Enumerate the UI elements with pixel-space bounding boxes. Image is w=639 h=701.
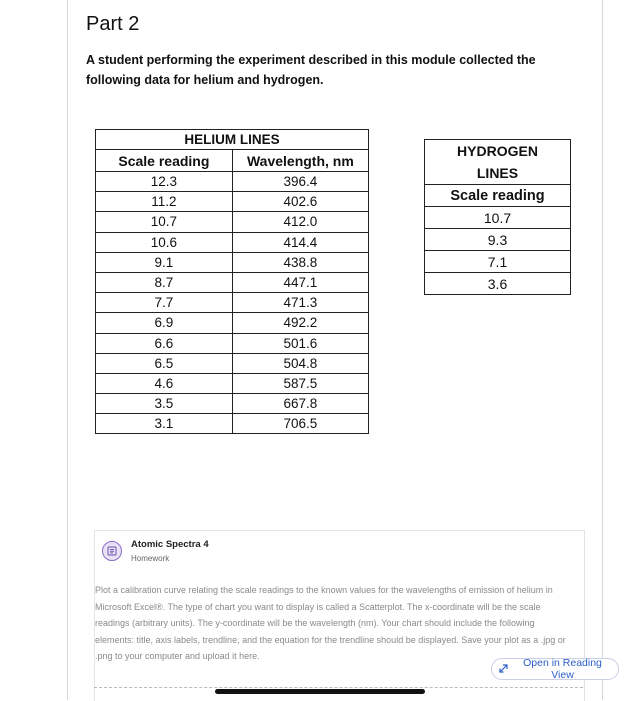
helium-row: [96, 293, 369, 313]
hydrogen-scale-cell: 7.1: [425, 251, 571, 273]
helium-table-caption: HELIUM LINES: [96, 130, 369, 150]
helium-scale-cell: 10.7: [96, 212, 233, 232]
helium-row: [96, 414, 369, 434]
helium-wavelength-cell: 471.3: [232, 293, 368, 313]
assignment-type: Homework: [131, 554, 170, 563]
page-edge-left: [67, 0, 68, 700]
helium-scale-cell: 6.9: [96, 313, 233, 333]
hydrogen-scale-cell: 3.6: [425, 273, 571, 295]
helium-scale-cell: 9.1: [96, 252, 233, 272]
hydrogen-row: [425, 251, 571, 273]
helium-scale-cell: 4.6: [96, 373, 233, 393]
hydrogen-table-body: [425, 207, 571, 295]
helium-row: [96, 252, 369, 272]
helium-wavelength-cell: 396.4: [232, 172, 368, 192]
helium-wavelength-cell: 492.2: [232, 313, 368, 333]
hydrogen-row: [425, 273, 571, 295]
hydrogen-caption-line2: LINES: [476, 165, 519, 181]
hydrogen-row: [425, 229, 571, 251]
helium-row: [96, 272, 369, 292]
helium-scale-cell: 6.5: [96, 353, 233, 373]
helium-row: [96, 373, 369, 393]
helium-scale-cell: 8.7: [96, 272, 233, 292]
helium-row: [96, 192, 369, 212]
helium-wavelength-cell: 412.0: [232, 212, 368, 232]
helium-scale-cell: 3.5: [96, 394, 233, 414]
expand-icon: [498, 662, 509, 677]
assignment-instructions: Plot a calibration curve relating the scale readings to the known values for the wavelengths of emission of helium in Microsoft Excel®. The type of chart you want to display is called a Scatterplot. The x-coordinate will be the scale readings (arbitrary units). The y-coordinate will be the wavelength (nm). Your chart should include the following elements: title, axis labels, trendline, and the equation for the trendline should be displayed. Save your plot as a .jpg or .png to your computer and upload it here.: [95, 585, 566, 661]
helium-wavelength-cell: 706.5: [232, 414, 368, 434]
hydrogen-header-scale: Scale reading: [425, 185, 571, 207]
helium-scale-cell: 7.7: [96, 293, 233, 313]
helium-table-body: [96, 172, 369, 434]
helium-wavelength-cell: 447.1: [232, 272, 368, 292]
helium-row: [96, 313, 369, 333]
helium-wavelength-cell: 438.8: [232, 252, 368, 272]
helium-wavelength-cell: 587.5: [232, 373, 368, 393]
home-indicator[interactable]: [215, 689, 425, 694]
helium-row: [96, 232, 369, 252]
helium-row: [96, 172, 369, 192]
hydrogen-row: [425, 207, 571, 229]
hydrogen-scale-cell: 9.3: [425, 229, 571, 251]
helium-scale-cell: 12.3: [96, 172, 233, 192]
hydrogen-scale-cell: 10.7: [425, 207, 571, 229]
helium-row: [96, 333, 369, 353]
helium-wavelength-cell: 501.6: [232, 333, 368, 353]
open-reading-view-label: Open in Reading View: [523, 657, 602, 681]
helium-scale-cell: 11.2: [96, 192, 233, 212]
helium-wavelength-cell: 667.8: [232, 394, 368, 414]
helium-lines-table: [95, 129, 369, 434]
helium-row: [96, 353, 369, 373]
open-reading-view-button[interactable]: [491, 658, 619, 680]
helium-header-scale: Scale reading: [96, 150, 233, 172]
hydrogen-table-caption: [425, 140, 571, 185]
helium-wavelength-cell: 414.4: [232, 232, 368, 252]
helium-scale-cell: 6.6: [96, 333, 233, 353]
helium-scale-cell: 10.6: [96, 232, 233, 252]
helium-header-wavelength: Wavelength, nm: [232, 150, 368, 172]
helium-wavelength-cell: 402.6: [232, 192, 368, 212]
helium-scale-cell: 3.1: [96, 414, 233, 434]
hydrogen-lines-table: [424, 139, 571, 295]
helium-row: [96, 212, 369, 232]
assignment-icon: [102, 541, 122, 561]
hydrogen-caption-line1: HYDROGEN: [457, 143, 538, 159]
page-edge-right: [602, 0, 603, 700]
helium-wavelength-cell: 504.8: [232, 353, 368, 373]
intro-text: A student performing the experiment described in this module collected the following data for helium and hydrogen.: [86, 53, 536, 87]
helium-row: [96, 394, 369, 414]
page-title: Part 2: [86, 13, 140, 35]
divider: [94, 687, 583, 688]
assignment-title: Atomic Spectra 4: [131, 539, 209, 550]
